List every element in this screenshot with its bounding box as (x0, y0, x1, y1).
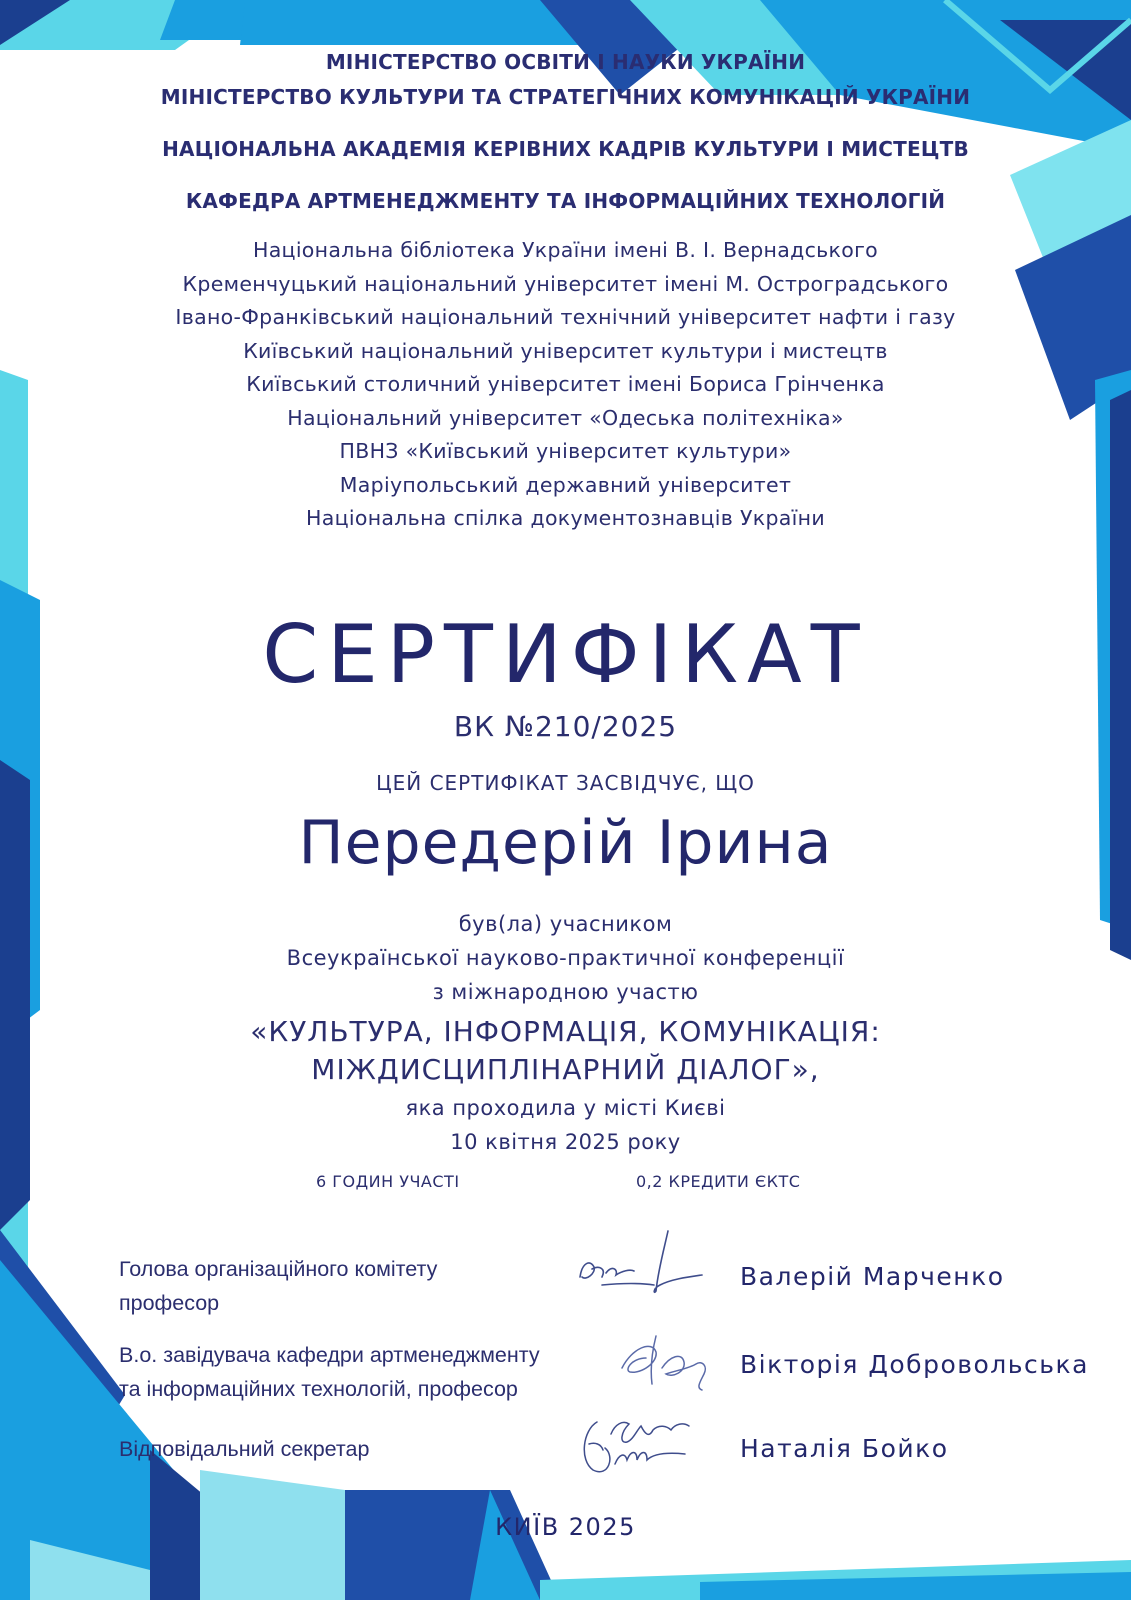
conference-date: 10 квітня 2025 року (450, 1130, 681, 1154)
department-name: КАФЕДРА АРТМЕНЕДЖМЕНТУ ТА ІНФОРМАЦІЙНИХ ТЕХНОЛОГІЙ (185, 189, 946, 213)
signatory-name: Валерій Марченко (740, 1262, 1005, 1291)
attestation-line: ЦЕЙ СЕРТИФІКАТ ЗАСВІДЧУЄ, ЩО (376, 771, 755, 795)
conference-title-line-1: «КУЛЬТУРА, ІНФОРМАЦІЯ, КОМУНІКАЦІЯ: (250, 1015, 881, 1048)
conference-place: яка проходила у місті Києві (405, 1096, 726, 1120)
conference-type: Всеукраїнської науково-практичної конференції (286, 946, 845, 970)
academy-name: НАЦІОНАЛЬНА АКАДЕМІЯ КЕРІВНИХ КАДРІВ КУЛЬТУРИ І МИСТЕЦТВ (162, 137, 969, 161)
role-line: Голова організаційного комітету (119, 1257, 438, 1281)
participant-line: був(ла) учасником (458, 912, 673, 936)
signature-boiko (575, 1404, 715, 1484)
partner-item: Національний університет «Одеська політехніка» (287, 405, 844, 430)
signatory-role (119, 1338, 540, 1406)
signature-marchenko (572, 1225, 712, 1305)
recipient-name: Передерій Ірина (298, 808, 833, 878)
partner-item: Київський національний університет культури і мистецтв (243, 338, 888, 363)
partner-item: Національна спілка документознавців України (306, 506, 825, 530)
partner-item: Івано-Франківський національний технічний університет нафти і газу (175, 305, 956, 329)
ministry-education: МІНІСТЕРСТВО ОСВІТИ І НАУКИ УКРАЇНИ (325, 50, 806, 74)
city-year: КИЇВ 2025 (495, 1513, 636, 1541)
certificate-number: ВК №210/2025 (453, 710, 678, 743)
participation-hours: 6 ГОДИН УЧАСТІ (316, 1172, 460, 1191)
partner-list (0, 234, 1131, 536)
signature-dobrovolska (612, 1328, 732, 1398)
signatory-role (119, 1432, 369, 1466)
role-line: В.о. завідувача кафедри артменеджменту (119, 1343, 540, 1367)
ects-credits: 0,2 КРЕДИТИ ЄКТС (636, 1172, 801, 1191)
partner-item: Маріупольський державний університет (339, 472, 792, 497)
certificate-title: СЕРТИФІКАТ (262, 608, 869, 701)
signatory-name: Наталія Бойко (740, 1434, 949, 1463)
partner-item: Кременчуцький національний університет імені М. Остроградського (182, 271, 949, 296)
partner-item: Національна бібліотека України імені В. І. Вернадського (252, 238, 878, 262)
role-line: та інформаційних технологій, професор (119, 1377, 518, 1401)
signatory-role (119, 1252, 437, 1320)
conference-title-line-2: МІЖДИСЦИПЛІНАРНИЙ ДІАЛОГ», (311, 1053, 820, 1086)
role-line: професор (119, 1291, 220, 1315)
partner-item: Київський столичний університет імені Бориса Грінченка (246, 372, 885, 396)
signatory-name: Вікторія Добровольська (740, 1350, 1089, 1379)
partner-item: ПВНЗ «Київський університет культури» (339, 439, 792, 463)
international-line: з міжнародною участю (432, 980, 699, 1004)
role-line: Відповідальний секретар (119, 1437, 370, 1461)
ministry-culture: МІНІСТЕРСТВО КУЛЬТУРИ ТА СТРАТЕГІЧНИХ КОМУНІКАЦІЙ УКРАЇНИ (160, 85, 971, 109)
